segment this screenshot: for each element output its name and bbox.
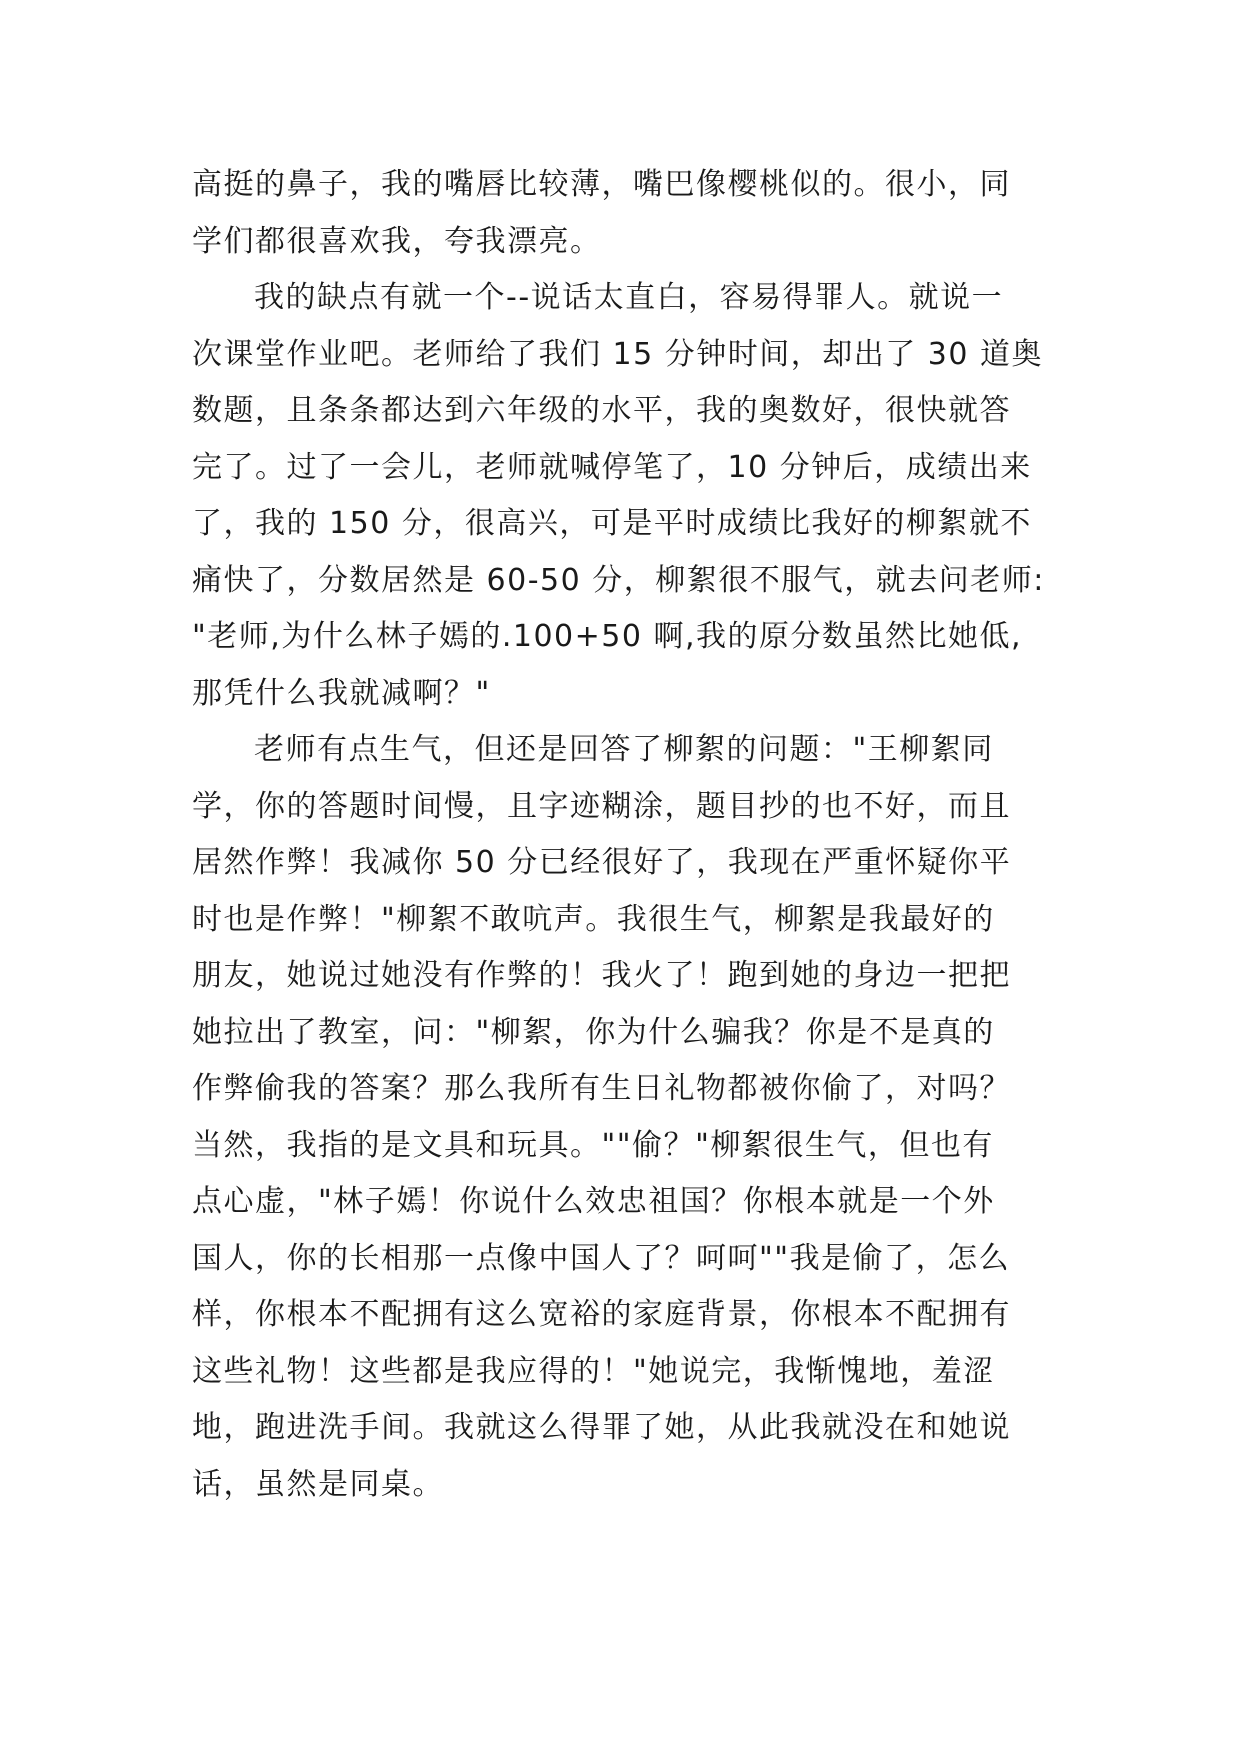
text-line: 点心虚，"林子嫣！你说什么效忠祖国？你根本就是一个外	[192, 1184, 995, 1219]
text-line: 我的缺点有就一个--说话太直白，容易得罪人。就说一	[254, 280, 1004, 315]
text-line: 话，虽然是同桌。	[192, 1466, 444, 1502]
text-line: 老师有点生气，但还是回答了柳絮的问题："王柳絮同	[254, 732, 994, 767]
text-line: 了，我的 150 分，很高兴，可是平时成绩比我好的柳絮就不	[192, 506, 1032, 541]
text-line: 地，跑进洗手间。我就这么得罪了她，从此我就没在和她说	[192, 1410, 1011, 1445]
text-line: 时也是作弊！"柳絮不敢吭声。我很生气，柳絮是我最好的	[192, 901, 995, 937]
text-line: 当然，我指的是文具和玩具。""偷？"柳絮很生气，但也有	[192, 1127, 994, 1163]
text-line: 次课堂作业吧。老师给了我们 15 分钟时间，却出了 30 道奥	[192, 336, 1043, 372]
text-line: 居然作弊！我减你 50 分已经很好了，我现在严重怀疑你平	[192, 845, 1012, 880]
text-line: 学们都很喜欢我，夸我漂亮。	[192, 223, 602, 259]
text-line: "老师,为什么林子嫣的.100+50 啊,我的原分数虽然比她低,	[192, 619, 1023, 654]
text-line: 作弊偷我的答案？那么我所有生日礼物都被你偷了，对吗？	[192, 1071, 1011, 1106]
text-line: 数题，且条条都达到六年级的水平，我的奥数好，很快就答	[192, 393, 1011, 428]
text-line: 那凭什么我就减啊？"	[192, 675, 491, 711]
text-line: 学，你的答题时间慢，且字迹糊涂，题目抄的也不好，而且	[192, 788, 1011, 824]
text-line: 痛快了，分数居然是 60-50 分，柳絮很不服气，就去问老师:	[192, 562, 1045, 598]
document-body	[192, 157, 1052, 1513]
text-line: 样，你根本不配拥有这么宽裕的家庭背景，你根本不配拥有	[192, 1297, 1011, 1332]
text-line: 她拉出了教室，问："柳絮，你为什么骗我？你是不是真的	[192, 1014, 995, 1050]
text-line: 完了。过了一会儿，老师就喊停笔了，10 分钟后，成绩出来	[192, 449, 1032, 485]
text-line: 这些礼物！这些都是我应得的！"她说完，我惭愧地，羞涩	[192, 1353, 995, 1389]
text-line: 朋友，她说过她没有作弊的！我火了！跑到她的身边一把把	[192, 958, 1011, 993]
text-line: 国人，你的长相那一点像中国人了？呵呵""我是偷了，怎么	[192, 1240, 1011, 1276]
text-line: 高挺的鼻子，我的嘴唇比较薄，嘴巴像樱桃似的。很小，同	[192, 167, 1011, 202]
